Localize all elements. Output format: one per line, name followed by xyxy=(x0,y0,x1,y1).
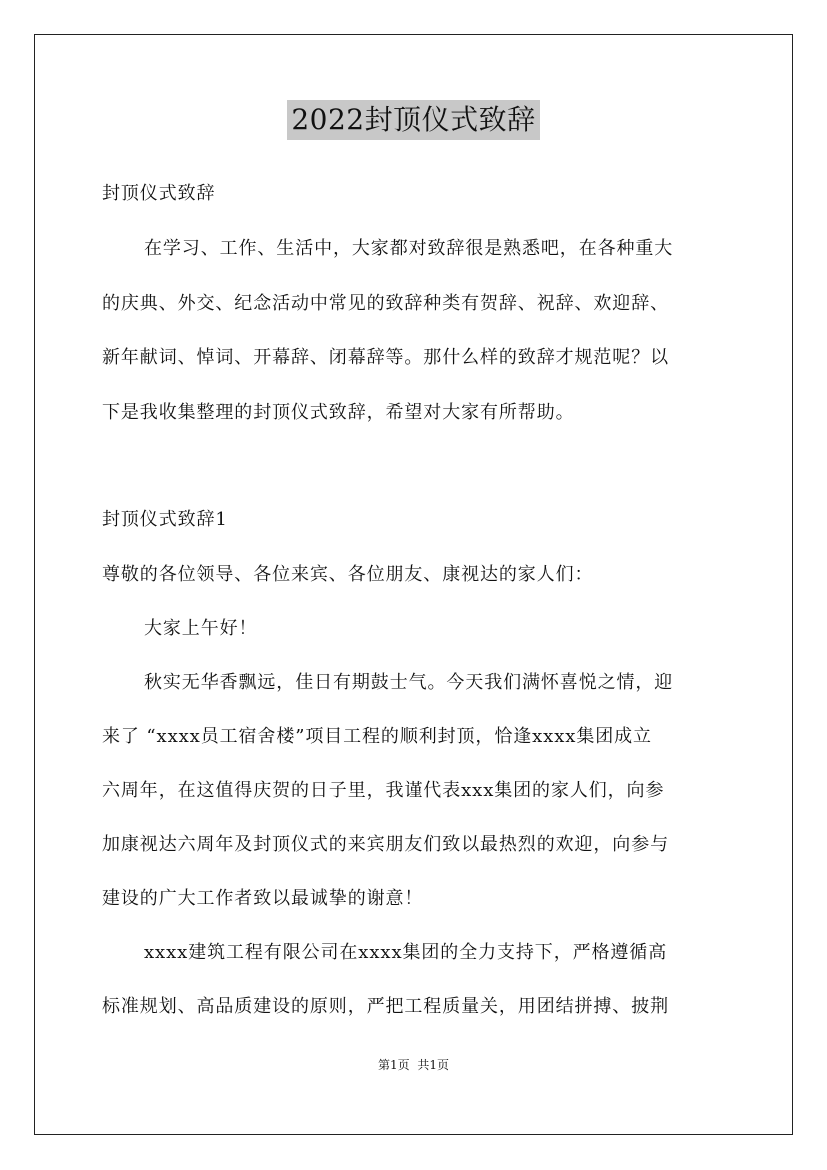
body-line: 建设的广大工作者致以最诚挚的谢意！ xyxy=(102,888,424,909)
salutation: 尊敬的各位领导、各位来宾、各位朋友、康视达的家人们： xyxy=(102,564,594,585)
body-line: 来了 “xxxx员工宿舍楼”项目工程的顺利封顶，恰逢xxxx集团成立 xyxy=(102,726,652,747)
intro-line: 在学习、工作、生活中，大家都对致辞很是熟悉吧，在各种重大 xyxy=(144,238,674,259)
page-total: 共1页 xyxy=(417,1058,450,1072)
body-line: 加康视达六周年及封顶仪式的来宾朋友们致以最热烈的欢迎，向参与 xyxy=(102,834,669,855)
page-footer xyxy=(0,1056,827,1073)
body-line: 秋实无华香飘远，佳日有期鼓士气。今天我们满怀喜悦之情，迎 xyxy=(144,672,674,693)
body-line: 六周年，在这值得庆贺的日子里，我谨代表xxx集团的家人们，向参 xyxy=(102,780,665,801)
greeting: 大家上午好！ xyxy=(144,618,258,639)
subtitle: 封顶仪式致辞 xyxy=(102,183,216,204)
body-line: 标准规划、高品质建设的原则，严把工程质量关，用团结拼搏、披荆 xyxy=(102,996,669,1017)
intro-line: 下是我收集整理的封顶仪式致辞，希望对大家有所帮助。 xyxy=(102,402,575,423)
intro-line: 的庆典、外交、纪念活动中常见的致辞种类有贺辞、祝辞、欢迎辞、 xyxy=(102,293,669,314)
page-current: 第1页 xyxy=(377,1058,410,1072)
title-container xyxy=(0,100,827,140)
document-title: 2022封顶仪式致辞 xyxy=(287,100,539,140)
intro-line: 新年献词、悼词、开幕辞、闭幕辞等。那什么样的致辞才规范呢？以 xyxy=(102,347,669,368)
section-title: 封顶仪式致辞1 xyxy=(102,509,228,530)
body-line: xxxx建筑工程有限公司在xxxx集团的全力支持下，严格遵循高 xyxy=(144,942,668,963)
